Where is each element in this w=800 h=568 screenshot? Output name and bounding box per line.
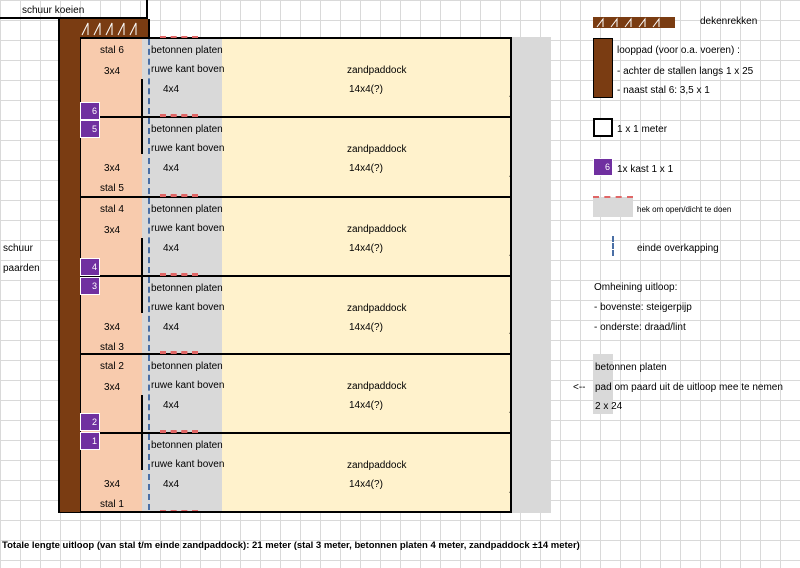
row-divider [80,432,512,434]
stal-name: stal 3 [100,342,124,353]
zand-size: 14x4(?) [349,243,383,254]
legend-looppad-line2: - naast stal 6: 3,5 x 1 [617,85,710,96]
schuur-label: schuur [3,243,34,254]
zand-size: 14x4(?) [349,400,383,411]
stal-size: 3x4 [104,382,121,393]
beton-size: 4x4 [163,479,180,490]
einde-overkapping [148,434,150,510]
legend-1x1-swatch [593,118,613,137]
beton-label-1: betonnen platen [151,440,223,451]
beton-label-2: ruwe kant boven [151,302,225,313]
kast-6: 6 [80,102,100,120]
legend-hek-label: hek om open/dicht te doen [637,205,732,214]
legend-kast-swatch: 6 [593,158,613,176]
stal-name: stal 4 [100,204,124,215]
looppad [60,19,80,512]
stal-size: 3x4 [104,479,121,490]
beton-label-1: betonnen platen [151,204,223,215]
legend-looppad-line1: - achter de stallen langs 1 x 25 [617,66,754,77]
stal-name: stal 5 [100,183,124,194]
zand-size: 14x4(?) [349,322,383,333]
schuur-koeien-label: schuur koeien [22,5,85,16]
zandpaddock-5 [222,116,510,196]
row-divider [80,275,512,277]
legend-omheining-title: Omheining uitloop: [594,282,678,293]
hek [160,431,198,433]
paarden-label: paarden [3,263,40,274]
legend-betonpad-line3: 2 x 24 [595,401,623,412]
kast-2: 2 [80,413,100,431]
row-divider [80,353,512,355]
zand-label: zandpaddock [347,144,407,155]
einde-overkapping [148,118,150,194]
beton-size: 4x4 [163,163,180,174]
betonnen-pad-rechts [511,37,551,513]
beton-size: 4x4 [163,400,180,411]
zand-label: zandpaddock [347,381,407,392]
legend-kast-label: 1x kast 1 x 1 [617,164,674,175]
legend-betonpad-title: betonnen platen [595,362,667,373]
hek [160,352,198,354]
row-divider [80,196,512,198]
einde-overkapping [148,277,150,351]
beton-label-2: ruwe kant boven [151,459,225,470]
zand-size: 14x4(?) [349,84,383,95]
dekenrekken [80,19,148,37]
stal-front-wall [141,275,143,313]
legend-overkapping-line [612,236,614,256]
stal-front-wall [141,238,143,275]
legend-looppad-title: looppad (voor o.a. voeren) : [617,45,740,56]
beton-label-1: betonnen platen [151,45,223,56]
kast-5: 5 [80,120,100,138]
legend-betonpad-arrow: <-- [573,382,586,393]
zand-size: 14x4(?) [349,163,383,174]
row-divider [80,37,512,39]
legend-dekenrekken-hatch [593,17,675,28]
uitloop-omheining-bottom [80,511,512,513]
stal-size: 3x4 [104,66,121,77]
stal-front-wall [141,116,143,154]
legend-dekenrekken-label: dekenrekken [700,16,758,27]
einde-overkapping [148,198,150,273]
legend-hek-line [593,196,633,198]
stal-front-wall [141,79,143,116]
legend-overkapping-label: einde overkapping [637,243,719,254]
stal-front-wall [141,395,143,432]
beton-size: 4x4 [163,322,180,333]
kast-1: 1 [80,432,100,450]
hek [160,115,198,117]
stal-name: stal 1 [100,499,124,510]
legend-omheining-line2: - onderste: draad/lint [594,322,686,333]
footer-note: Totale lengte uitloop (van stal t/m einde zandpaddock): 21 meter (stal 3 meter, betonnen platen 4 meter, zandpaddock ±14 meter) [2,540,580,551]
stal-name: stal 2 [100,361,124,372]
beton-label-2: ruwe kant boven [151,380,225,391]
zand-size: 14x4(?) [349,479,383,490]
stal-size: 3x4 [104,322,121,333]
legend-1x1-label: 1 x 1 meter [617,124,668,135]
kast-4: 4 [80,258,100,276]
beton-label-1: betonnen platen [151,124,223,135]
zand-label: zandpaddock [347,65,407,76]
zand-label: zandpaddock [347,303,407,314]
beton-label-2: ruwe kant boven [151,64,225,75]
row-divider [80,116,512,118]
einde-overkapping [148,355,150,430]
zand-label: zandpaddock [347,460,407,471]
beton-size: 4x4 [163,243,180,254]
kast-3: 3 [80,277,100,295]
einde-overkapping [148,39,150,114]
legend-looppad-swatch [593,38,613,98]
stal-size: 3x4 [104,163,121,174]
zandpaddock-1 [222,432,510,512]
stal-name: stal 6 [100,45,124,56]
stal-size: 3x4 [104,225,121,236]
legend-hek-swatch [593,197,633,217]
beton-label-1: betonnen platen [151,283,223,294]
hek [160,195,198,197]
hek [160,274,198,276]
beton-label-2: ruwe kant boven [151,143,225,154]
beton-label-2: ruwe kant boven [151,223,225,234]
beton-label-1: betonnen platen [151,361,223,372]
hek [160,36,198,38]
omheining-rechts [510,37,512,513]
zand-label: zandpaddock [347,224,407,235]
legend-betonpad-line2: pad om paard uit de uitloop mee te nemen [595,382,783,393]
beton-size: 4x4 [163,84,180,95]
legend-omheining-line1: - bovenste: steigerpijp [594,302,692,313]
stal-front-wall [141,432,143,470]
